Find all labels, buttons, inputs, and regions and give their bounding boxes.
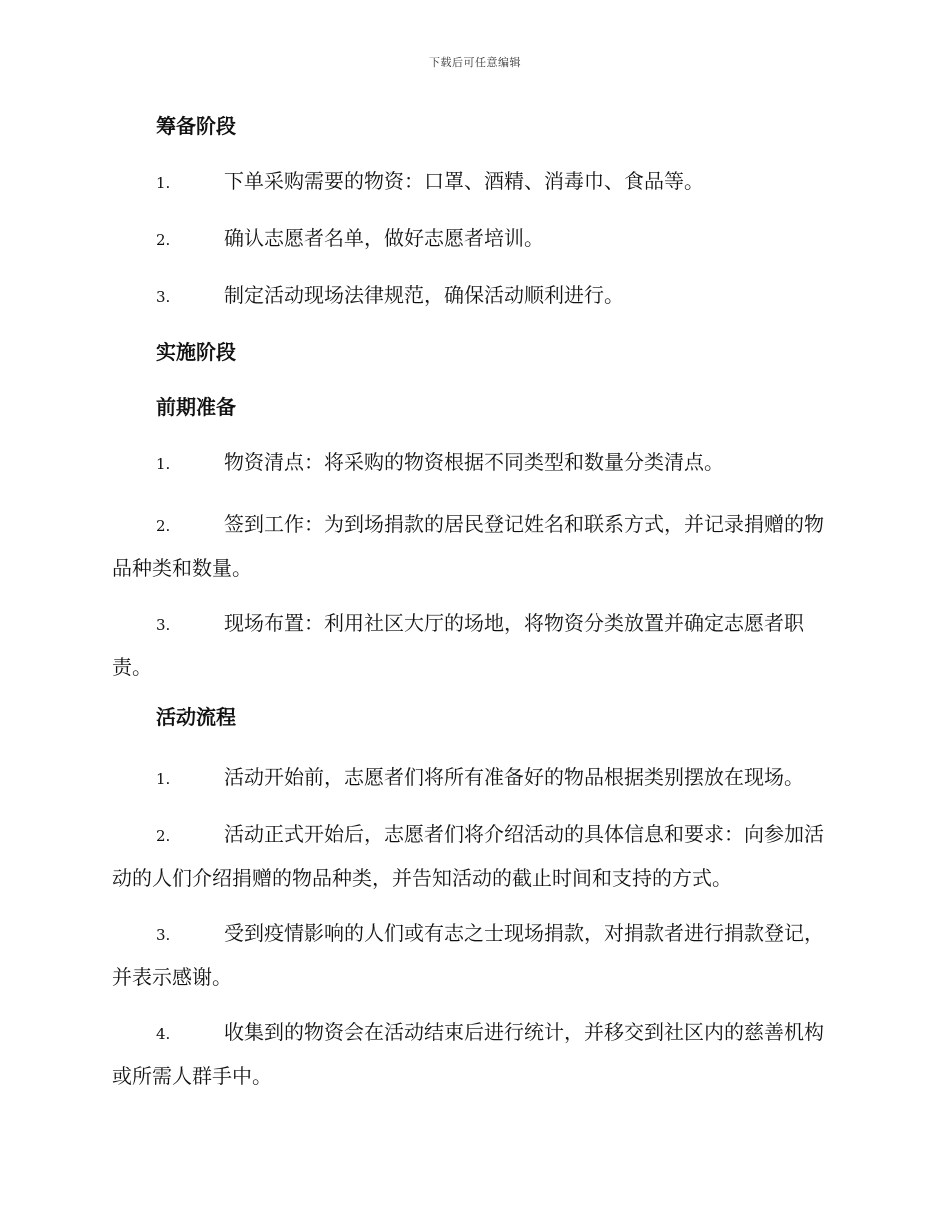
list-text: 制定活动现场法律规范，确保活动顺利进行。	[224, 283, 624, 307]
subsection-heading: 活动流程	[156, 705, 236, 729]
list-item	[112, 756, 836, 800]
list-item	[112, 813, 836, 899]
list-number: 1.	[156, 455, 171, 473]
list-text: 下单采购需要的物资：口罩、酒精、消毒巾、食品等。	[224, 169, 704, 193]
list-text: 活动开始前，志愿者们将所有准备好的物品根据类别摆放在现场。	[224, 765, 804, 789]
list-text: 确认志愿者名单，做好志愿者培训。	[224, 226, 544, 250]
list-text: 现场布置：利用社区大厅的场地，将物资分类放置并确定志愿者职责。	[112, 611, 804, 679]
list-item	[112, 279, 836, 313]
list-text: 物资清点：将采购的物资根据不同类型和数量分类清点。	[224, 450, 724, 474]
list-item	[112, 1011, 836, 1097]
list-number: 2.	[156, 827, 171, 845]
section-heading: 筹备阶段	[156, 114, 236, 138]
list-text: 签到工作：为到场捐款的居民登记姓名和联系方式，并记录捐赠的物品种类和数量。	[112, 512, 824, 580]
list-number: 1.	[156, 770, 171, 788]
list-item	[112, 912, 836, 998]
list-number: 1.	[156, 174, 171, 192]
list-item	[112, 222, 836, 256]
list-text: 受到疫情影响的人们或有志之士现场捐款，对捐款者进行捐款登记，并表示感谢。	[112, 921, 824, 989]
subsection-heading: 前期准备	[156, 395, 236, 419]
list-number: 3.	[156, 288, 171, 306]
list-text: 收集到的物资会在活动结束后进行统计，并移交到社区内的慈善机构或所需人群手中。	[112, 1020, 824, 1088]
section-heading: 实施阶段	[156, 340, 236, 364]
list-number: 3.	[156, 616, 171, 634]
list-number: 2.	[156, 231, 171, 249]
list-item	[112, 602, 836, 688]
page-header: 下载后可任意编辑	[429, 56, 521, 69]
list-item	[112, 446, 836, 480]
list-number: 3.	[156, 926, 171, 944]
list-number: 2.	[156, 517, 171, 535]
list-item	[112, 503, 836, 589]
document-body	[112, 110, 836, 1110]
list-number: 4.	[156, 1025, 171, 1043]
list-item	[112, 165, 836, 199]
list-text: 活动正式开始后，志愿者们将介绍活动的具体信息和要求：向参加活动的人们介绍捐赠的物品种类，并告知活动的截止时间和支持的方式。	[112, 822, 824, 890]
